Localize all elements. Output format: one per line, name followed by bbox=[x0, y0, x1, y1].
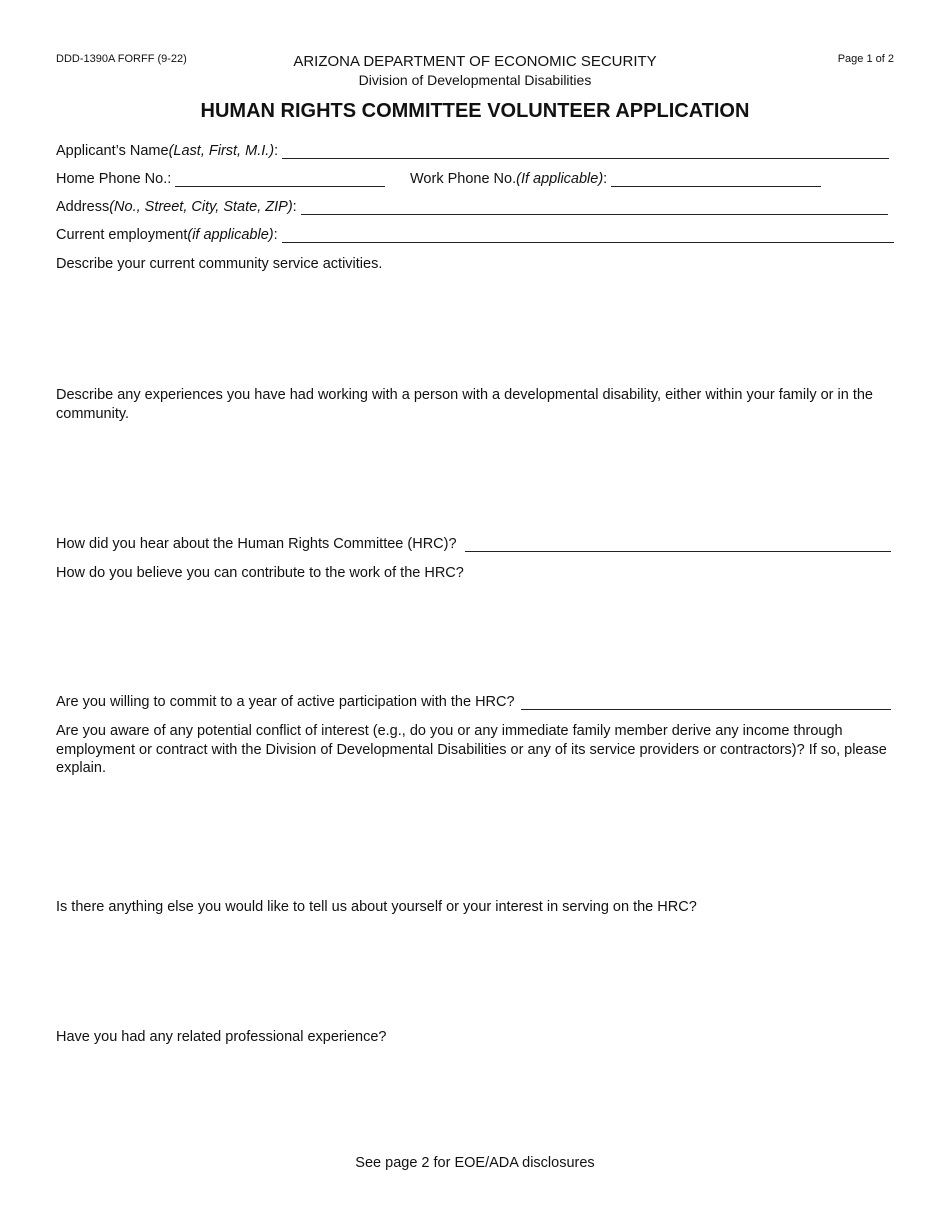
applicant-name-row bbox=[56, 143, 889, 159]
agency-name: ARIZONA DEPARTMENT OF ECONOMIC SECURITY bbox=[293, 53, 657, 70]
commit-field[interactable] bbox=[521, 694, 891, 710]
employment-hint: (if applicable) bbox=[187, 227, 274, 243]
applicant-name-field[interactable] bbox=[282, 143, 889, 159]
contribute-question: How do you believe you can contribute to the work of the HRC? bbox=[56, 565, 464, 581]
work-phone-hint: (If applicable) bbox=[516, 171, 604, 187]
employment-field[interactable] bbox=[282, 227, 894, 243]
community-service-question: Describe your current community service activities. bbox=[56, 256, 383, 272]
professional-question: Have you had any related professional experience? bbox=[56, 1029, 387, 1045]
address-colon: : bbox=[292, 199, 297, 215]
employment-label: Current employment bbox=[56, 227, 188, 243]
footer-note: See page 2 for EOE/ADA disclosures bbox=[355, 1155, 595, 1171]
page-indicator: Page 1 of 2 bbox=[837, 53, 894, 65]
address-field[interactable] bbox=[301, 199, 888, 215]
hear-about-field[interactable] bbox=[465, 536, 891, 552]
home-phone-field[interactable] bbox=[175, 171, 385, 187]
applicant-name-colon: : bbox=[274, 143, 279, 159]
division-name: Division of Developmental Disabilities bbox=[358, 72, 592, 88]
applicant-name-hint: (Last, First, M.I.) bbox=[168, 143, 275, 159]
address-row bbox=[56, 199, 888, 215]
form-title: HUMAN RIGHTS COMMITTEE VOLUNTEER APPLICATION bbox=[200, 100, 750, 122]
commit-question: Are you willing to commit to a year of active participation with the HRC? bbox=[56, 694, 515, 710]
work-phone-field[interactable] bbox=[611, 171, 821, 187]
experience-question: Describe any experiences you have had working with a person with a developmental disability, either within your family or in the community. bbox=[56, 387, 873, 422]
applicant-name-label: Applicant’s Name bbox=[56, 143, 169, 159]
home-phone-row bbox=[56, 171, 385, 187]
address-hint: (No., Street, City, State, ZIP) bbox=[109, 199, 293, 215]
home-phone-label: Home Phone No.: bbox=[56, 171, 172, 187]
hear-about-row bbox=[56, 536, 891, 552]
commit-row bbox=[56, 694, 891, 710]
address-label: Address bbox=[56, 199, 110, 215]
anything-else-question: Is there anything else you would like to tell us about yourself or your interest in serving on the HRC? bbox=[56, 899, 697, 915]
work-phone-label: Work Phone No. bbox=[410, 171, 517, 187]
employment-colon: : bbox=[273, 227, 278, 243]
form-code: DDD-1390A FORFF (9-22) bbox=[56, 53, 187, 65]
work-phone-row bbox=[410, 171, 821, 187]
work-phone-colon: : bbox=[603, 171, 608, 187]
employment-row bbox=[56, 227, 894, 243]
hear-about-question: How did you hear about the Human Rights Committee (HRC)? bbox=[56, 536, 457, 552]
conflict-question: Are you aware of any potential conflict of interest (e.g., do you or any immediate family member derive any income through employment or contract with the Division of Developmental Disabilities or any of its service providers or contractors)? If so, please explain. bbox=[56, 723, 887, 776]
